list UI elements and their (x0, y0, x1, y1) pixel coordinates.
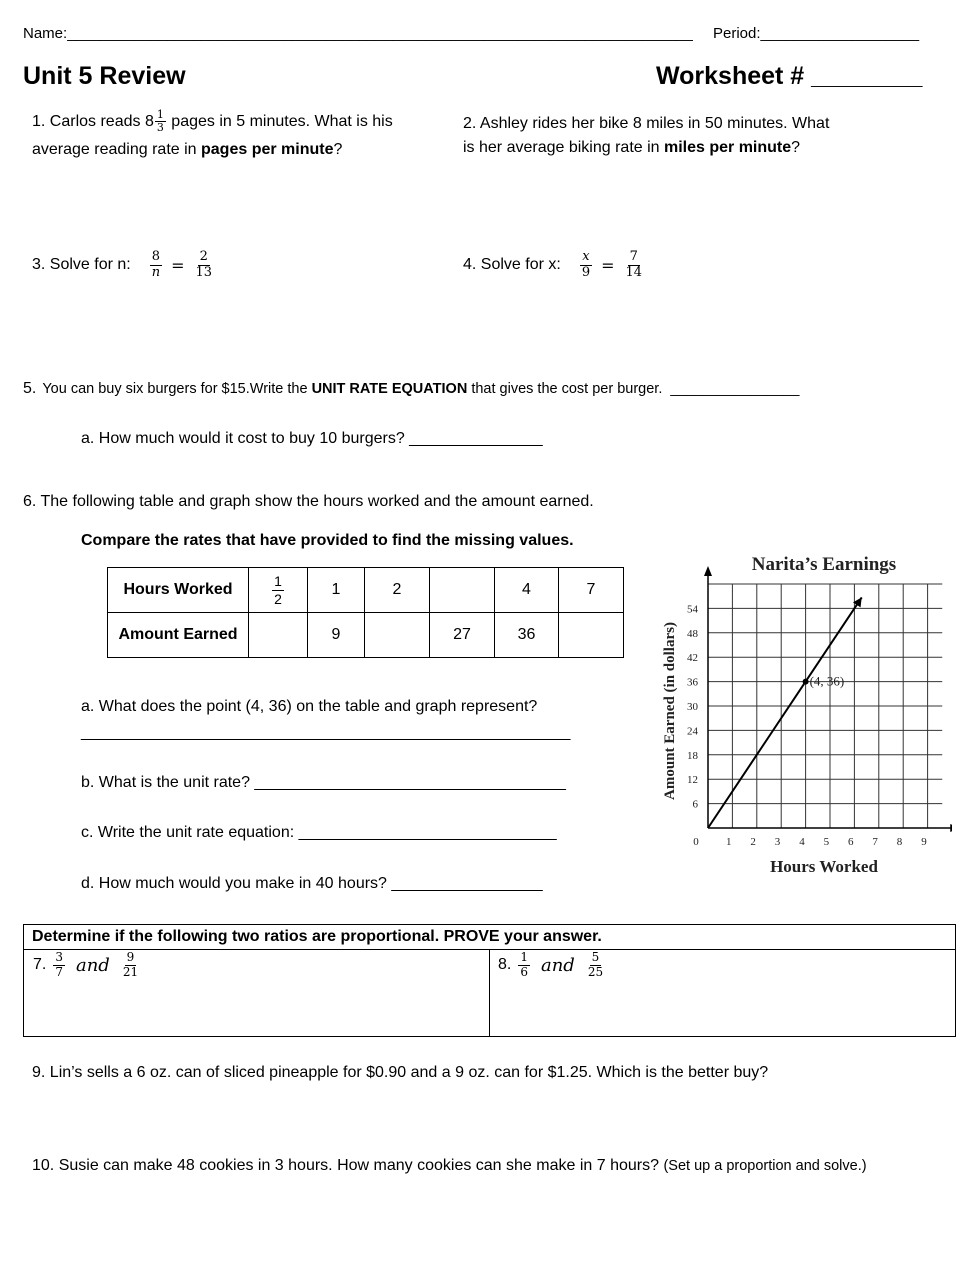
q1-frac-num: 1 (156, 107, 164, 121)
y-tick-label: 24 (687, 725, 698, 738)
table-row (108, 568, 624, 613)
worksheet-label: Worksheet # (656, 62, 805, 90)
y-tick-label: 42 (687, 652, 698, 665)
q8-frac-b (586, 951, 605, 980)
q4-a-den: 9 (581, 264, 591, 280)
chart-grid (708, 584, 942, 828)
row-header-amount: Amount Earned (108, 613, 249, 658)
x-tick-label: 1 (725, 836, 732, 848)
x-tick-label: 4 (799, 836, 805, 848)
question-5a[interactable]: a. How much would it cost to buy 10 burgers? _______________ (81, 430, 543, 447)
y-tick-label: 30 (687, 701, 698, 713)
question-8 (498, 951, 608, 980)
x-tick-label: 6 (847, 836, 854, 848)
q7-frac-a (53, 951, 65, 980)
y-tick-label: 36 (687, 676, 698, 689)
table-cell-blank[interactable] (249, 613, 308, 658)
q5-text: You can buy six burgers for $15.Write the (42, 381, 312, 397)
hours-table (107, 567, 624, 658)
q5-bold: UNIT RATE EQUATION (311, 381, 468, 397)
q7-num: 7. (33, 956, 47, 974)
q7-and: and (75, 954, 110, 976)
q2-end: ? (791, 139, 801, 156)
q8-num: 8. (498, 956, 512, 974)
q1-line2: average reading rate in (32, 141, 201, 158)
x-tick-label: 5 (823, 836, 830, 848)
question-6a: a. What does the point (4, 36) on the table and graph represent? (81, 698, 538, 715)
q3-frac-b (194, 250, 215, 281)
q4-frac-b (624, 250, 645, 281)
y-tick-label: 18 (687, 749, 698, 762)
question-6b[interactable]: b. What is the unit rate? ___________________________________ (81, 774, 566, 791)
question-10 (32, 1157, 867, 1175)
q8-frac-a (518, 951, 530, 980)
q3-equals: = (171, 255, 185, 275)
q10-main: 10. Susie can make 48 cookies in 3 hours. How many cookies can she make in 7 hours? (32, 1157, 664, 1174)
table-cell: 7 (559, 568, 624, 613)
question-9: 9. Lin’s sells a 6 oz. can of sliced pineapple for $0.90 and a 9 oz. can for $1.25. Which is the better buy? (32, 1064, 769, 1081)
earnings-chart (652, 545, 952, 885)
question-3 (32, 250, 217, 281)
chart-series (708, 597, 862, 828)
question-1 (32, 108, 393, 164)
q3-a-den: n (151, 264, 161, 280)
q4-b-num: 7 (629, 249, 638, 264)
question-6a-blank[interactable]: _______________________________________________________ (81, 724, 571, 741)
table-cell-blank[interactable] (365, 613, 430, 658)
name-blank: ___________________________________________________________________________ (67, 25, 693, 42)
x-axis-label: Hours Worked (770, 857, 878, 876)
q3-b-num: 2 (199, 249, 208, 264)
q7-b-num: 9 (126, 950, 135, 964)
q2-line1: 2. Ashley rides her bike 8 miles in 50 minutes. What (463, 115, 830, 132)
chart-axes (704, 566, 952, 832)
q4-equals: = (601, 255, 615, 275)
page-title: Unit 5 Review (23, 62, 186, 90)
series-line (708, 597, 862, 828)
q1-bold: pages per minute (201, 141, 334, 158)
q4-frac-a (580, 250, 592, 281)
period-label: Period: (713, 25, 761, 42)
q2-bold: miles per minute (664, 139, 792, 156)
q4-b-den: 14 (625, 264, 643, 280)
table-cell: 1 (308, 568, 365, 613)
q1-frac-den: 3 (156, 121, 164, 135)
q3-label: 3. Solve for n: (32, 256, 131, 274)
point-label: (4, 36) (809, 673, 845, 689)
y-tick-label: 6 (692, 798, 698, 811)
table-cell (249, 568, 308, 613)
q5-num: 5. (23, 380, 37, 397)
question-6c[interactable]: c. Write the unit rate equation: _____________________________ (81, 824, 557, 841)
y-axis-arrow (704, 566, 712, 576)
q5-text-b: that gives the cost per burger. (467, 381, 663, 397)
q8-b-num: 5 (591, 950, 600, 964)
y-tick-labels (687, 603, 699, 810)
question-5 (23, 380, 799, 398)
q3-frac-a (150, 250, 162, 281)
x-tick-label: 7 (872, 836, 878, 848)
x-tick-label: 2 (750, 836, 756, 848)
worksheet-number (656, 62, 922, 91)
q10-note: (Set up a proportion and solve.) (663, 1158, 867, 1174)
q3-a-num: 8 (151, 249, 161, 264)
table-cell-blank[interactable] (430, 568, 495, 613)
divider (489, 949, 490, 1036)
y-tick-label: 12 (687, 774, 698, 787)
q8-a-den: 6 (520, 964, 528, 979)
q7-frac-b (121, 951, 140, 980)
question-6d[interactable]: d. How much would you make in 40 hours? _________________ (81, 875, 543, 892)
half-num: 1 (274, 573, 282, 590)
table-row (108, 613, 624, 658)
table-cell: 4 (495, 568, 559, 613)
q8-b-den: 25 (587, 964, 604, 979)
q8-and: and (540, 954, 575, 976)
y-axis-label: Amount Earned (in dollars) (662, 622, 678, 800)
x-axis-arrow (950, 824, 952, 832)
name-label: Name: (23, 25, 68, 42)
half-fraction (272, 573, 284, 606)
q1-mixed-fraction (155, 109, 166, 135)
y-tick-label: 48 (687, 627, 698, 640)
q7-a-num: 3 (55, 950, 63, 964)
table-cell: 27 (430, 613, 495, 658)
q8-a-num: 1 (520, 950, 528, 964)
q2-line2: is her average biking rate in (463, 139, 664, 156)
origin-label: 0 (693, 836, 699, 848)
question-4 (463, 250, 647, 281)
data-point (803, 679, 809, 685)
x-tick-label: 9 (921, 836, 927, 848)
q1-end: ? (333, 141, 343, 158)
table-cell: 9 (308, 613, 365, 658)
chart-title: Narita’s Earnings (751, 554, 897, 575)
question-6-instruction: Compare the rates that have provided to find the missing values. (81, 532, 574, 549)
x-tick-label: 3 (774, 836, 781, 848)
x-tick-labels (693, 836, 927, 848)
question-7 (33, 951, 143, 980)
table-cell: 2 (365, 568, 430, 613)
q3-b-den: 13 (195, 264, 213, 280)
q7-a-den: 7 (55, 964, 63, 979)
q4-label: 4. Solve for x: (463, 256, 561, 274)
x-tick-label: 8 (896, 836, 903, 848)
name-field[interactable] (23, 25, 693, 42)
period-blank: ___________________ (760, 25, 920, 42)
proportional-box (23, 924, 956, 1037)
q7-b-den: 21 (122, 964, 139, 979)
question-2 (463, 112, 829, 160)
q4-a-num: x (582, 249, 590, 264)
q5-blank[interactable]: ________________ (670, 381, 800, 397)
y-tick-label: 54 (687, 603, 698, 616)
row-header-hours: Hours Worked (108, 568, 249, 613)
q1-prefix: 1. Carlos reads 8 (32, 113, 154, 130)
worksheet-blank: ________ (811, 62, 923, 90)
table-cell: 36 (495, 613, 559, 658)
q1-mid: pages in 5 minutes. What is his (166, 113, 393, 130)
table-cell-blank[interactable] (559, 613, 624, 658)
question-6-intro: 6. The following table and graph show the hours worked and the amount earned. (23, 493, 594, 510)
period-field[interactable] (713, 25, 919, 42)
half-den: 2 (274, 590, 282, 607)
proportional-heading: Determine if the following two ratios are proportional. PROVE your answer. (32, 928, 602, 945)
